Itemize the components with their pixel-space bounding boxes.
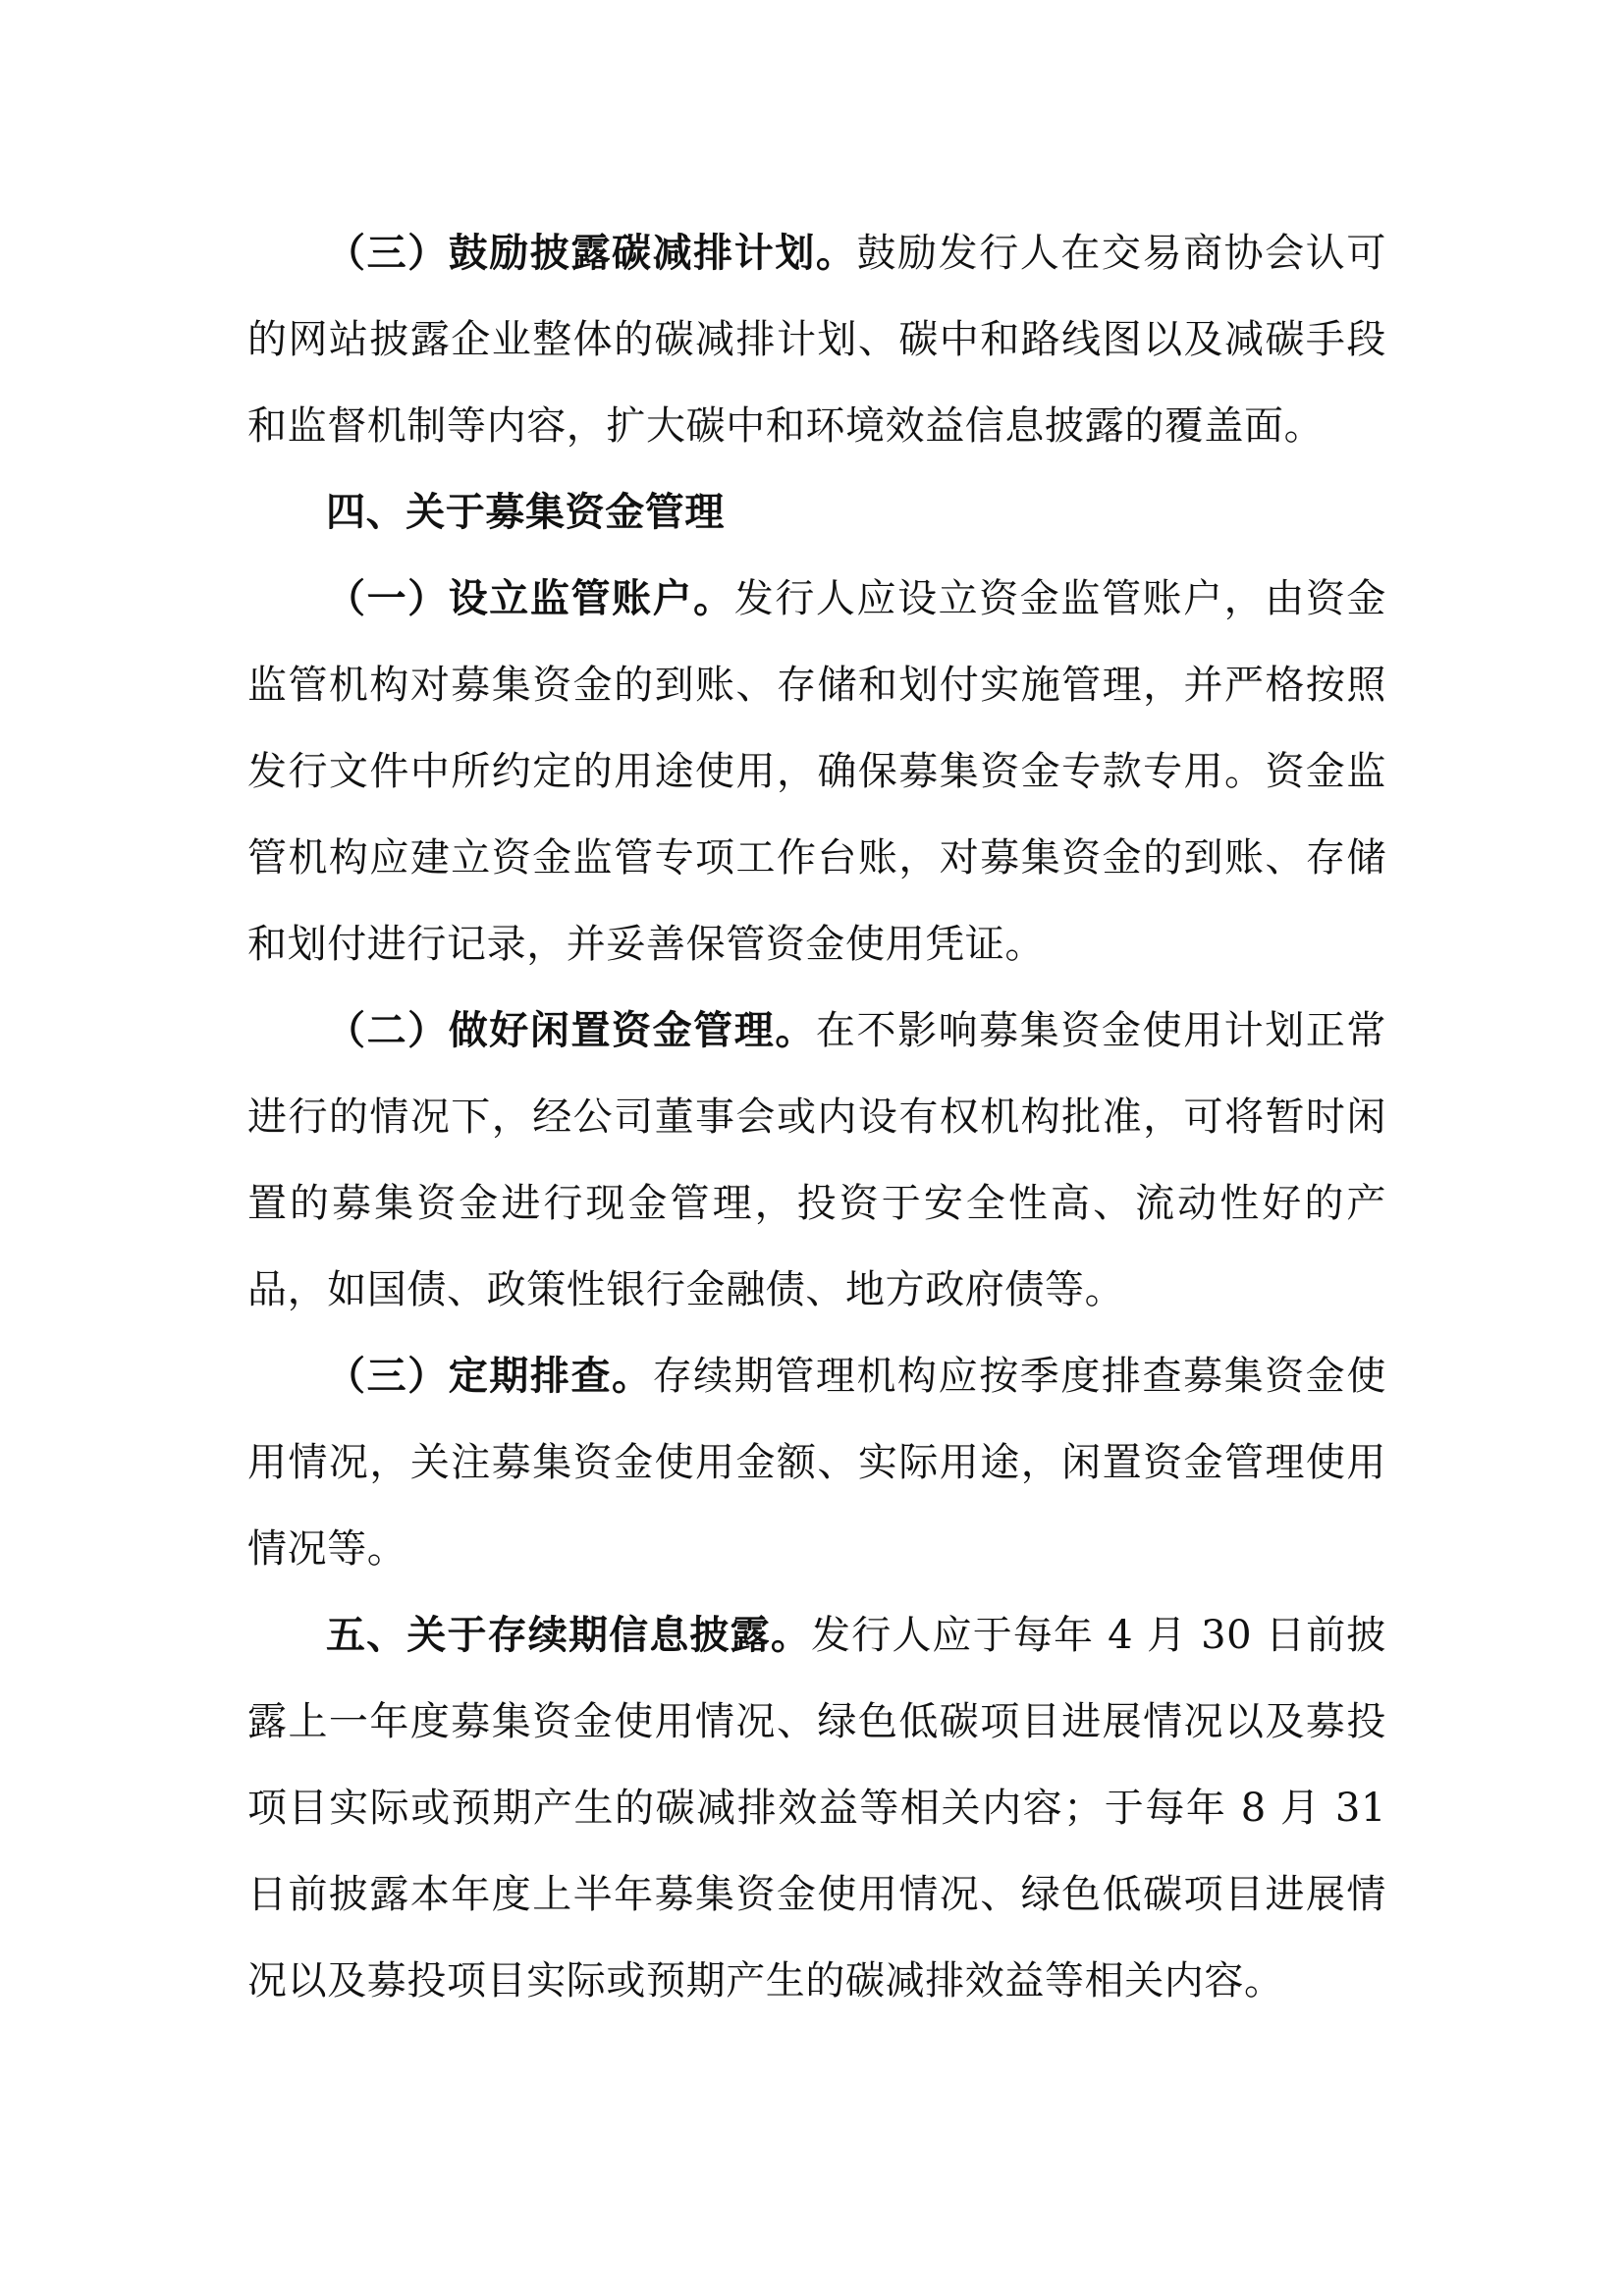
paragraph-text: 在不影响募集资金使用计划正常进行的情况下，经公司董事会或内设有权机构批准，可将暂时闲置的募集资金进行现金管理，投资于安全性高、流动性好的产品，如国债、政策性银行金融债、地方政府债等。 xyxy=(247,1008,1387,1312)
section-heading-fund-management: 四、关于募集资金管理 xyxy=(326,489,725,535)
paragraph-lead: （二）做好闲置资金管理。 xyxy=(326,1007,816,1053)
document-body xyxy=(247,210,1386,2024)
paragraph-lead: （三）定期排查。 xyxy=(326,1353,653,1399)
paragraph-supervision-account xyxy=(247,556,1386,988)
paragraph-lead: （三）鼓励披露碳减排计划。 xyxy=(326,230,857,276)
paragraph-text: 存续期管理机构应按季度排查募集资金使用情况，关注募集资金使用金额、实际用途，闲置资金管理使用情况等。 xyxy=(247,1354,1386,1572)
paragraph-text: 发行人应设立资金监管账户，由资金监管机构对募集资金的到账、存储和划付实施管理，并严格按照发行文件中所约定的用途使用，确保募集资金专款专用。资金监管机构应建立资金监管专项工作台账，对募集资金的到账、存储和划付进行记录，并妥善保管资金使用凭证。 xyxy=(247,576,1386,967)
paragraph-text: 发行人应于每年 4 月 30 日前披露上一年度募集资金使用情况、绿色低碳项目进展情况以及募投项目实际或预期产生的碳减排效益等相关内容；于每年 8 月 31 日前披露本年度上半年募集资金使用情况、绿色低碳项目进展情况以及募投项目实际或预期产生的碳减排效益等相关内容。 xyxy=(247,1613,1386,2003)
paragraph-idle-funds xyxy=(247,988,1386,1333)
paragraph-disclosure xyxy=(247,1592,1386,2024)
paragraph-carbon-plan xyxy=(247,210,1386,469)
paragraph-periodic-check xyxy=(247,1333,1386,1592)
paragraph-lead: （一）设立监管账户。 xyxy=(326,575,734,621)
paragraph-text: 鼓励发行人在交易商协会认可的网站披露企业整体的碳减排计划、碳中和路线图以及减碳手段和监督机制等内容，扩大碳中和环境效益信息披露的覆盖面。 xyxy=(247,231,1386,449)
paragraph-lead: 五、关于存续期信息披露。 xyxy=(326,1612,812,1658)
